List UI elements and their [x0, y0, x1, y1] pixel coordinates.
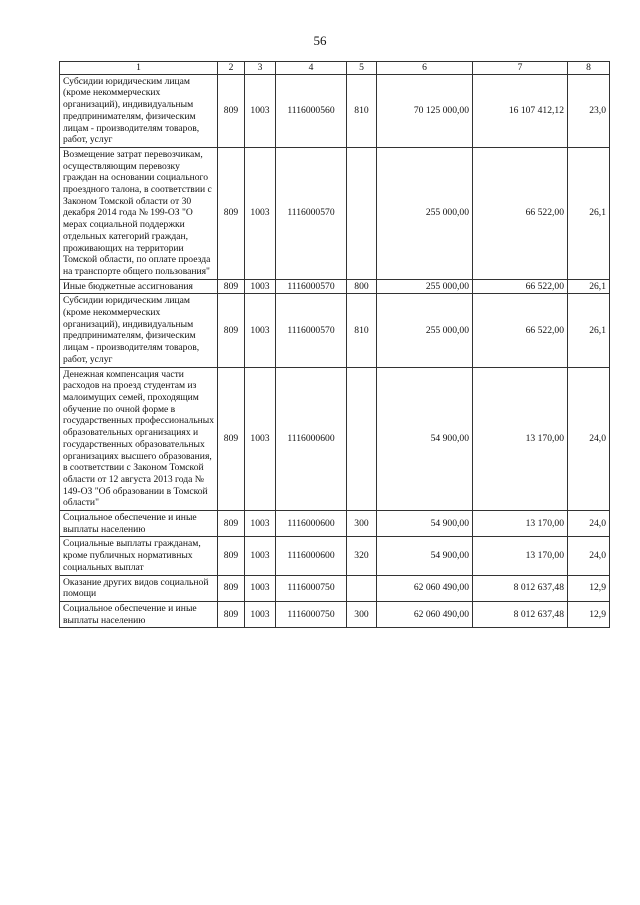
admin-code: 809 — [218, 74, 245, 147]
target-article-code: 1116000750 — [276, 601, 347, 627]
section-code: 1003 — [245, 74, 276, 147]
row-name: Субсидии юридическим лицам (кроме некоммерческих организаций), индивидуальным предпринимателям, физическим лицам - производителям товаров, работ, услуг — [60, 74, 218, 147]
admin-code: 809 — [218, 511, 245, 537]
target-article-code: 1116000560 — [276, 74, 347, 147]
table-header-row — [60, 62, 610, 75]
table-row — [60, 575, 610, 601]
planned-amount: 255 000,00 — [377, 294, 473, 367]
section-code: 1003 — [245, 367, 276, 510]
expense-type-code: 320 — [347, 537, 377, 575]
execution-percent: 12,9 — [568, 601, 610, 627]
planned-amount: 255 000,00 — [377, 147, 473, 279]
executed-amount: 66 522,00 — [473, 294, 568, 367]
planned-amount: 54 900,00 — [377, 367, 473, 510]
execution-percent: 24,0 — [568, 511, 610, 537]
row-name: Социальное обеспечение и иные выплаты населению — [60, 511, 218, 537]
target-article-code: 1116000570 — [276, 294, 347, 367]
table-row — [60, 294, 610, 367]
section-code: 1003 — [245, 279, 276, 294]
target-article-code: 1116000750 — [276, 575, 347, 601]
target-article-code: 1116000600 — [276, 367, 347, 510]
executed-amount: 8 012 637,48 — [473, 601, 568, 627]
execution-percent: 12,9 — [568, 575, 610, 601]
section-code: 1003 — [245, 575, 276, 601]
executed-amount: 13 170,00 — [473, 367, 568, 510]
executed-amount: 66 522,00 — [473, 279, 568, 294]
admin-code: 809 — [218, 601, 245, 627]
table-row — [60, 74, 610, 147]
section-code: 1003 — [245, 511, 276, 537]
admin-code: 809 — [218, 367, 245, 510]
expense-type-code — [347, 575, 377, 601]
execution-percent: 26,1 — [568, 294, 610, 367]
section-code: 1003 — [245, 294, 276, 367]
row-name: Субсидии юридическим лицам (кроме некоммерческих организаций), индивидуальным предпринимателям, физическим лицам - производителям товаров, работ, услуг — [60, 294, 218, 367]
row-name: Оказание других видов социальной помощи — [60, 575, 218, 601]
column-header: 5 — [347, 62, 377, 75]
budget-table — [59, 61, 610, 628]
admin-code: 809 — [218, 147, 245, 279]
execution-percent: 26,1 — [568, 147, 610, 279]
row-name: Денежная компенсация части расходов на проезд студентам из малоимущих семей, проходящим обучение по очной форме в государственных профессиональных образовательных организациях и государственных образовательных организациях высшего образования, в соответствии с Законом Томской области от 12 августа 2013 года № 149-ОЗ "Об образовании в Томской области" — [60, 367, 218, 510]
row-name: Иные бюджетные ассигнования — [60, 279, 218, 294]
admin-code: 809 — [218, 294, 245, 367]
row-name: Социальное обеспечение и иные выплаты населению — [60, 601, 218, 627]
table-row — [60, 537, 610, 575]
column-header: 2 — [218, 62, 245, 75]
planned-amount: 255 000,00 — [377, 279, 473, 294]
expense-type-code: 300 — [347, 601, 377, 627]
expense-type-code: 810 — [347, 294, 377, 367]
page-number: 56 — [313, 33, 327, 48]
expense-type-code: 800 — [347, 279, 377, 294]
executed-amount: 13 170,00 — [473, 537, 568, 575]
expense-type-code — [347, 367, 377, 510]
planned-amount: 70 125 000,00 — [377, 74, 473, 147]
target-article-code: 1116000570 — [276, 147, 347, 279]
planned-amount: 62 060 490,00 — [377, 575, 473, 601]
column-header: 6 — [377, 62, 473, 75]
expense-type-code — [347, 147, 377, 279]
target-article-code: 1116000600 — [276, 537, 347, 575]
target-article-code: 1116000600 — [276, 511, 347, 537]
section-code: 1003 — [245, 537, 276, 575]
planned-amount: 54 900,00 — [377, 511, 473, 537]
admin-code: 809 — [218, 537, 245, 575]
expense-type-code: 810 — [347, 74, 377, 147]
row-name: Возмещение затрат перевозчикам, осуществляющим перевозку граждан на основании социального проездного талона, в соответствии с Законом Томской области от 30 декабря 2014 года № 199-ОЗ "О мерах социальной поддержки отдельных категорий граждан, проживающих на территории Томской области, по оплате проезда на транспорте общего пользования" — [60, 147, 218, 279]
column-header: 1 — [60, 62, 218, 75]
column-header: 8 — [568, 62, 610, 75]
table-row — [60, 279, 610, 294]
table-row — [60, 601, 610, 627]
table-row — [60, 511, 610, 537]
column-header: 7 — [473, 62, 568, 75]
executed-amount: 66 522,00 — [473, 147, 568, 279]
table-row — [60, 147, 610, 279]
admin-code: 809 — [218, 279, 245, 294]
expense-type-code: 300 — [347, 511, 377, 537]
execution-percent: 24,0 — [568, 537, 610, 575]
table-row — [60, 367, 610, 510]
execution-percent: 23,0 — [568, 74, 610, 147]
column-header: 3 — [245, 62, 276, 75]
planned-amount: 54 900,00 — [377, 537, 473, 575]
executed-amount: 8 012 637,48 — [473, 575, 568, 601]
executed-amount: 16 107 412,12 — [473, 74, 568, 147]
planned-amount: 62 060 490,00 — [377, 601, 473, 627]
column-header: 4 — [276, 62, 347, 75]
row-name: Социальные выплаты гражданам, кроме публичных нормативных социальных выплат — [60, 537, 218, 575]
admin-code: 809 — [218, 575, 245, 601]
target-article-code: 1116000570 — [276, 279, 347, 294]
section-code: 1003 — [245, 601, 276, 627]
executed-amount: 13 170,00 — [473, 511, 568, 537]
section-code: 1003 — [245, 147, 276, 279]
execution-percent: 26,1 — [568, 279, 610, 294]
execution-percent: 24,0 — [568, 367, 610, 510]
